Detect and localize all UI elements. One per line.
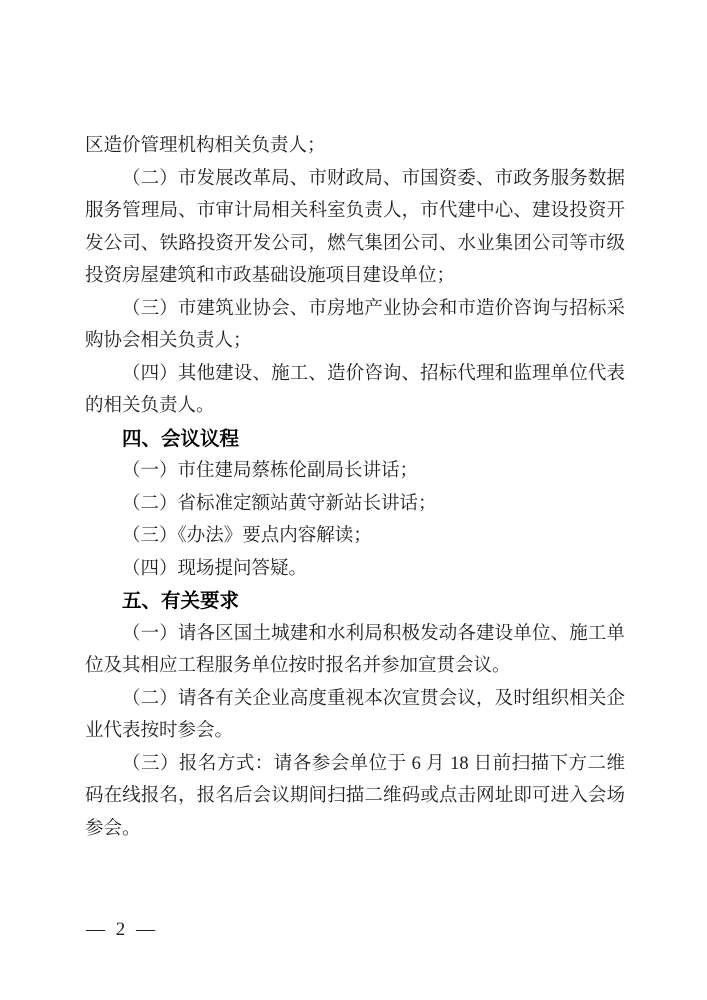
agenda-item-3: （三）《办法》要点内容解读； — [122, 526, 372, 546]
attendees-item-3: （三）市建筑业协会、市房地产业协会和市造价咨询与招标采购协会相关负责人； — [85, 298, 625, 351]
section-heading-requirements: 五、有关要求 — [122, 590, 240, 612]
requirement-item-1: （一）请各区国土城建和水利局积极发动各建设单位、施工单位及其相应工程服务单位按时报名并参加宣贯会议。 — [85, 623, 625, 676]
attendees-item-2: （二）市发展改革局、市财政局、市国资委、市政务服务数据服务管理局、市审计局相关科室负责人，市代建中心、建设投资开发公司、铁路投资开发公司，燃气集团公司、水业集团公司等市级投资房屋建筑和市政基础设施项目建设单位； — [85, 168, 625, 286]
agenda-item-2: （二）省标准定额站黄守新站长讲话； — [122, 493, 437, 514]
agenda-item-1: （一）市住建局蔡栋伦副局长讲话； — [122, 461, 419, 481]
section-heading-agenda: 四、会议议程 — [122, 427, 240, 450]
requirement-item-2: （二）请各有关企业高度重视本次宣贯会议，及时组织相关企业代表按时参会。 — [85, 688, 625, 741]
document-body — [85, 130, 625, 845]
paragraph-continuation: 区造价管理机构相关负责人； — [85, 136, 326, 156]
agenda-item-4: （四）现场提问答疑。 — [122, 558, 308, 579]
requirement-item-3: （三）报名方式：请各参会单位于 6 月 18 日前扫描下方二维码在线报名，报名后会议期间扫描二维码或点击网址即可进入会场参会。 — [85, 753, 625, 839]
attendees-item-4: （四）其他建设、施工、造价咨询、招标代理和监理单位代表的相关负责人。 — [85, 363, 625, 416]
page-number: — 2 — — [86, 919, 158, 940]
